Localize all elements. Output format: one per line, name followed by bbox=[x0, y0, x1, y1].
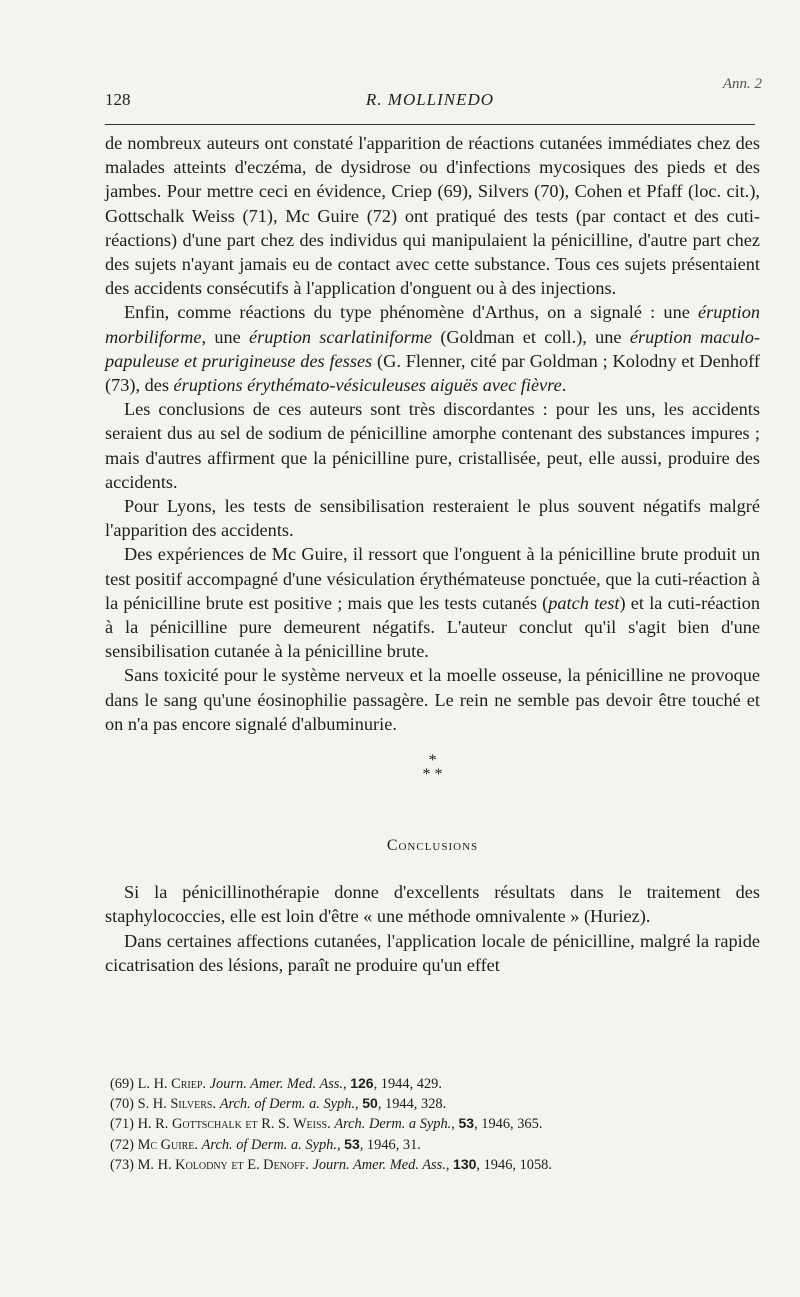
asterism-top: * bbox=[428, 752, 437, 770]
footnote-authors: L. H. Criep. bbox=[137, 1076, 207, 1092]
main-text bbox=[105, 131, 760, 977]
conclusions-paragraph-2: Dans certaines affections cutanées, l'application locale de pénicilline, malgré la rapide cicatrisation des lésions, paraît ne produire qu'un effet bbox=[105, 930, 760, 975]
footnote-number: (71) bbox=[110, 1116, 134, 1133]
text-run: Enfin, comme réactions du type phénomène d'Arthus, on a signalé : une bbox=[124, 302, 699, 323]
footnote-journal: Arch. of Derm. a. Syph. bbox=[201, 1136, 337, 1153]
footnote-journal: Arch. of Derm. a. Syph. bbox=[219, 1096, 356, 1113]
footnote-authors: M. H. Kolodny et E. Denoff. bbox=[137, 1156, 309, 1173]
header-rule bbox=[105, 124, 755, 125]
page-number: 128 bbox=[105, 90, 131, 109]
footnote-authors: S. H. Silvers. bbox=[137, 1096, 217, 1113]
italic-run: éruption maculo-papuleuse et prurigineuse des fesses bbox=[105, 326, 760, 371]
footnote-authors: Mc Guire. bbox=[137, 1136, 198, 1153]
footnote-number: (70) bbox=[110, 1096, 134, 1113]
footnote: (72) Mc Guire. Arch. of Derm. a. Syph., 53, 1946, 31. bbox=[110, 1135, 421, 1153]
italic-run: éruption scarlatiniforme bbox=[249, 326, 433, 347]
footnote-journal: Journ. Amer. Med. Ass. bbox=[312, 1156, 446, 1173]
text-run: (G. Flenner, cité par Goldman ; Kolodny et Denhoff (73), des bbox=[105, 350, 760, 396]
footnote-journal: Arch. Derm. a Syph. bbox=[334, 1116, 452, 1133]
footnote: (73) M. H. Kolodny et E. Denoff. Journ. Amer. Med. Ass., 130, 1946, 1058. bbox=[110, 1155, 552, 1173]
footnote-authors: H. R. Gottschalk et R. S. Weiss. bbox=[137, 1116, 331, 1133]
running-author: R. MOLLINEDO bbox=[365, 90, 495, 109]
section-title: Conclusions bbox=[386, 837, 479, 855]
text-run: Des expériences de Mc Guire, il ressort que l'onguent à la pénicilline brute produit un test positif accompagné d'une vésiculation érythémateuse ponctuée, que la cuti-réaction à la pénicilline brute est positive ; mais que les tests cutanés ( bbox=[105, 544, 760, 613]
footnote-volume: 53 bbox=[344, 1135, 360, 1152]
paragraph-4: Pour Lyons, les tests de sensibilisation resteraient le plus souvent négatifs malgré l'apparition des accidents. bbox=[105, 496, 760, 541]
footnote-volume: 53 bbox=[458, 1115, 475, 1132]
footnote-journal: Journ. Amer. Med. Ass. bbox=[209, 1076, 344, 1092]
footnote-number: (69) bbox=[110, 1076, 134, 1092]
footnote-rest: , 1946, 365. bbox=[474, 1116, 543, 1133]
footnote-rest: , 1946, 1058. bbox=[476, 1156, 552, 1173]
text-run: , une bbox=[201, 326, 250, 347]
footnote-volume: 126 bbox=[350, 1075, 374, 1091]
paragraph-6: Sans toxicité pour le système nerveux et la moelle osseuse, la pénicilline ne provoque dans le sang qu'une éosinophilie passagère. Le rein ne semble pas devoir être touché et on n'a pas encore signalé d'albuminurie. bbox=[105, 665, 760, 734]
paragraph-3: Les conclusions de ces auteurs sont très discordantes : pour les uns, les accidents seraient dus au sel de sodium de pénicilline amorphe contenant des substances impures ; mais d'autres affirment que la pénicilline pure, cristallisée, peut, elle aussi, produire des accidents. bbox=[105, 399, 760, 492]
footnotes bbox=[110, 1074, 760, 1175]
paragraph-2 bbox=[105, 300, 760, 397]
footnote-rest: , 1946, 31. bbox=[359, 1136, 421, 1153]
footnote: (70) S. H. Silvers. Arch. of Derm. a. Syph., 50, 1944, 328. bbox=[110, 1095, 447, 1113]
italic-run: éruption morbiliforme bbox=[105, 302, 760, 347]
asterism-separator bbox=[105, 754, 760, 782]
footnote-volume: 50 bbox=[362, 1095, 378, 1112]
text-run: (Goldman et coll.), une bbox=[432, 326, 630, 347]
running-header bbox=[105, 84, 755, 114]
asterism-bottom: * * bbox=[422, 766, 443, 784]
footnote-volume: 130 bbox=[453, 1155, 477, 1172]
footnote-number: (73) bbox=[110, 1156, 134, 1173]
text-run: ) et la cuti-réaction à la pénicilline pure demeurent négatifs. L'auteur conclut qu'il s'agit bien d'une sensibilisation cutanée à la pénicilline brute. bbox=[105, 592, 760, 662]
paragraph-5 bbox=[105, 542, 760, 663]
italic-run: patch test bbox=[548, 592, 620, 613]
footnote: (69) L. H. Criep. Journ. Amer. Med. Ass., 126, 1944, 429. bbox=[110, 1075, 442, 1092]
paragraph-1: de nombreux auteurs ont constaté l'apparition de réactions cutanées immédiates chez des malades atteints d'eczéma, de dysidrose ou d'infections mycosiques des pieds et des jambes. Pour mettre ceci en évidence, Criep (69), Silvers (70), Cohen et Pfaff (loc. cit.), Gottschalk Weiss (71), Mc Guire (72) ont pratiqué des tests (par contact et des cuti-réactions) d'une part chez des individus qui manipulaient la pénicilline, d'autre part chez des sujets n'ayant jamais eu de contact avec cette substance. Tous ces sujets présentaient des accidents consécutifs à l'application d'onguent ou à des injections. bbox=[105, 133, 760, 299]
text-run: . bbox=[561, 375, 567, 396]
corner-annotation: Ann. 2 bbox=[722, 76, 762, 92]
italic-run: éruptions érythémato-vésiculeuses aiguës avec fièvre bbox=[173, 375, 562, 396]
footnote-rest: , 1944, 429. bbox=[373, 1076, 442, 1092]
footnote: (71) H. R. Gottschalk et R. S. Weiss. Arch. Derm. a Syph., 53, 1946, 365. bbox=[110, 1115, 543, 1133]
footnote-rest: , 1944, 328. bbox=[377, 1096, 447, 1113]
footnote-number: (72) bbox=[110, 1136, 134, 1153]
conclusions-paragraph-1: Si la pénicillinothérapie donne d'excellents résultats dans le traitement des staphylococcies, elle est loin d'être « une méthode omnivalente » (Huriez). bbox=[105, 882, 760, 927]
